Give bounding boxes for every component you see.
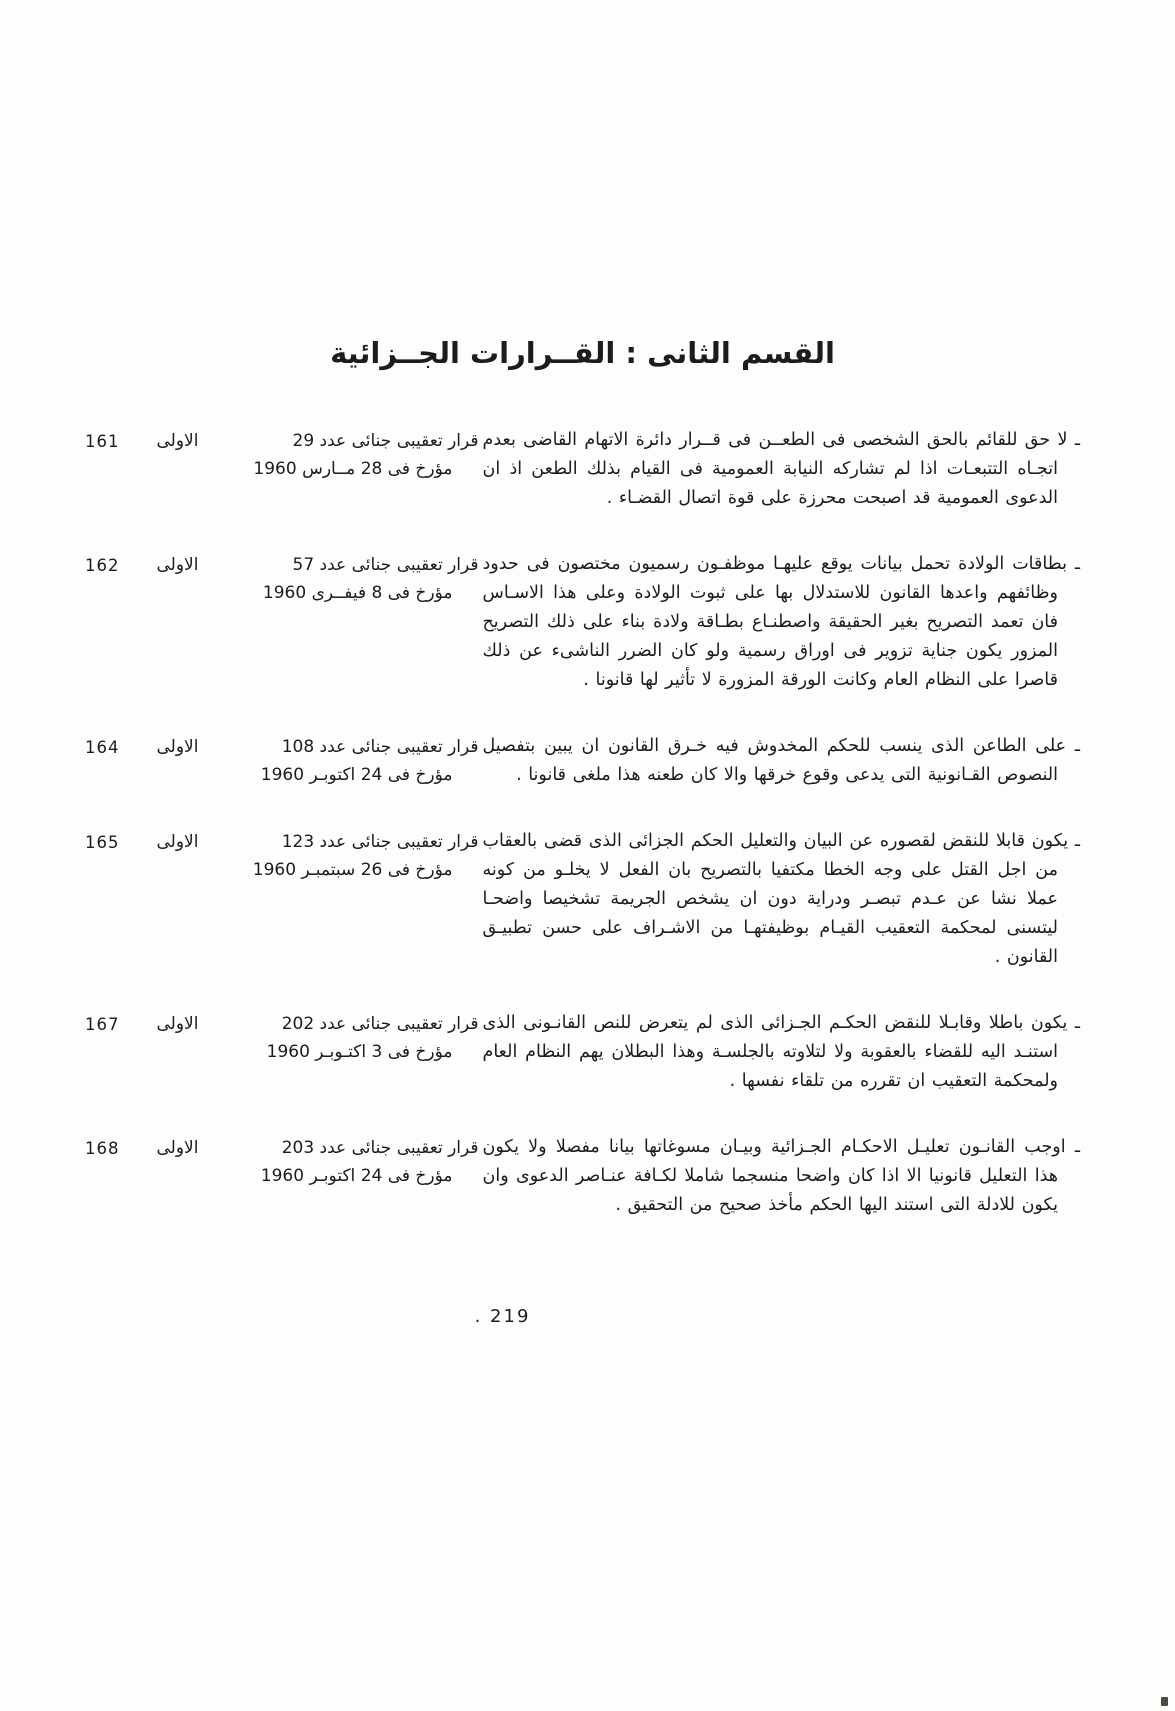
decision-citation-number: قرار تعقيبى جنائى عدد 57 [292,555,479,575]
toc-entry [85,827,1080,972]
reference-page-number: 164 [84,738,120,757]
page-number: . 219 [474,1306,531,1327]
toc-entry [85,426,1080,513]
scan-artifact [1161,1697,1168,1706]
toc-entry [85,1133,1080,1220]
decision-citation-date: مؤرخ فى 28 مــارس 1960 [253,459,453,479]
decision-citation [219,1133,483,1190]
decision-summary: ـ يكون قابلا للنقض لقصوره عن البيان والتعليل الحكم الجزائى الذى قضى بالعقاب من اجل القتل على وجه الخطا مكتفيا بالتصريح بان الفعل لا يخلـو من كونه عملا نشا عن عـدم تبصـر ودراية دون ان يشخص الجريمة تشخيصا واضحـا ليتسنى لمحكمة التعقيب القيـام بوظيفتهـا من الاشـراف على حسن تطبيـق القانون . [482,831,1080,967]
toc-entry [85,732,1080,790]
decision-summary: ـ اوجب القانـون تعليـل الاحكـام الجـزائية وبيـان مسوغاتها بيانا مفصلا ولا يكون هذا التعليل قانونيا الا اذا كان واضحا منسجما شاملا لكـافة عنـاصر الدعوى وان يكون للادلة التى استند اليها الحكم مأخذ صحيح من التحقيق . [482,1137,1080,1215]
decision-citation-date: مؤرخ فى 3 اكتـوبـر 1960 [266,1042,453,1062]
decision-summary: ـ بطاقات الولادة تحمل بيانات يوقع عليهـا موظفـون رسميون مختصون فى حدود وظائفهم واعدها القانون للاستدلال بها على ثبوت الولادة وعلى هذا الاسـاس فان تعمد التصريح بغير الحقيقة واصطنـاع بطـاقة ولادة بناء على ذلك التصريح المزور يكون جناية تزوير فى اوراق رسمية ولو كان الضرر الناشىء عن ذلك قاصرا على النظام العام وكانت الورقة المزورة لا تأثير لها قانونا . [482,554,1080,690]
toc-entry [85,550,1080,695]
decision-citation [219,827,483,884]
decision-citation-number: قرار تعقيبى جنائى عدد 29 [292,431,479,451]
decision-citation-date: مؤرخ فى 24 اكتوبـر 1960 [260,765,453,785]
decision-summary: ـ على الطاعن الذى ينسب للحكم المخدوش فيه خـرق القانون ان يبين بتفصيل النصوص القـانونية التى يدعى وقوع خرقها والا كان طعنه هذا ملغى قانونا . [482,736,1080,785]
chamber-label: الاولى [156,555,199,575]
section-title: القسم الثانى : القــرارات الجــزائية [330,336,835,370]
reference-page-number: 162 [84,556,120,575]
decision-summary: ـ يكون باطلا وقابـلا للنقض الحكـم الجـزائى الذى لم يتعرض للنص القانـونى الذى استنـد اليه للقضاء بالعقوبة ولا لتلاوته بالجلسـة وهذا البطلان يهم النظام العام ولمحكمة التعقيب ان تقرره من تلقاء نفسها . [482,1013,1080,1091]
decision-citation [219,550,483,607]
chamber-label: الاولى [156,737,199,757]
decision-summary: ـ لا حق للقائم بالحق الشخصى فى الطعــن فى قــرار دائرة الاتهام القاضى بعدم اتجـاه التتبعـات اذا لم تشاركه النيابة العمومية فى القيام بذلك الطعن اذ ان الدعوى العمومية قد اصبحت محرزة على قوة اتصال القضـاء . [482,430,1080,508]
decision-citation-date: مؤرخ فى 26 سبتمبـر 1960 [252,860,453,880]
toc-entries [85,426,1080,1220]
decision-citation [219,732,483,789]
decision-citation-number: قرار تعقيبى جنائى عدد 108 [281,737,479,757]
decision-citation [219,1009,483,1066]
reference-page-number: 161 [84,432,120,451]
chamber-label: الاولى [156,431,199,451]
decision-citation-number: قرار تعقيبى جنائى عدد 123 [281,832,479,852]
decision-citation-number: قرار تعقيبى جنائى عدد 203 [281,1138,479,1158]
chamber-label: الاولى [156,1138,199,1158]
chamber-label: الاولى [156,1014,199,1034]
reference-page-number: 167 [84,1015,120,1034]
reference-page-number: 168 [84,1139,120,1158]
toc-entry [85,1009,1080,1096]
decision-citation-date: مؤرخ فى 8 فيفــرى 1960 [262,583,453,603]
chamber-label: الاولى [156,832,199,852]
decision-citation [219,426,483,483]
reference-page-number: 165 [84,833,120,852]
decision-citation-date: مؤرخ فى 24 اكتوبـر 1960 [260,1166,453,1186]
decision-citation-number: قرار تعقيبى جنائى عدد 202 [281,1014,479,1034]
